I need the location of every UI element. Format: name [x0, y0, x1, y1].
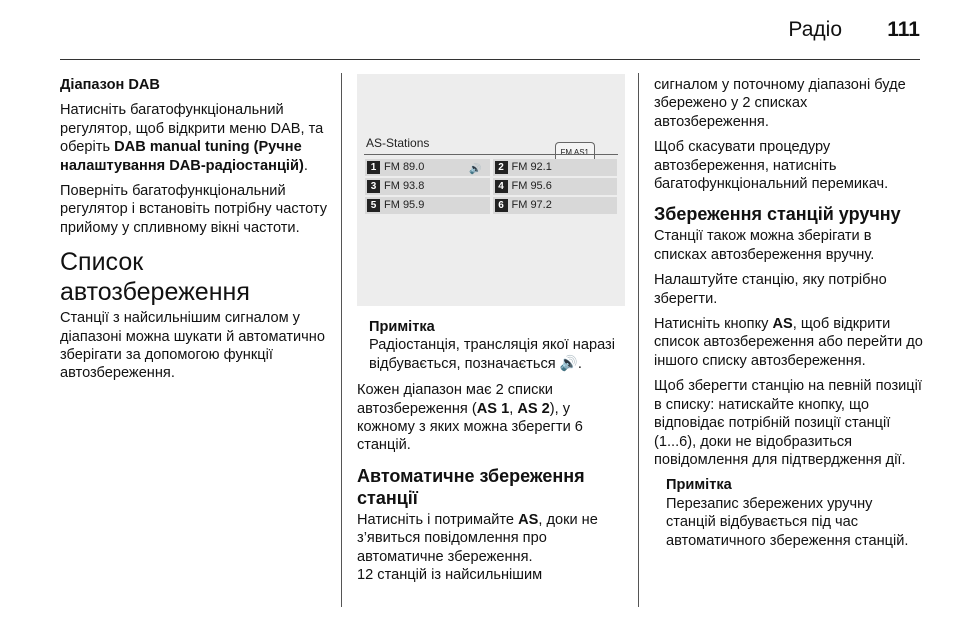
col3-paragraph-1: сигналом у поточному діапазоні буде збережено у 2 списках автозбереження. — [654, 77, 906, 130]
preset-number: 5 — [367, 199, 380, 212]
note-title: Примітка — [666, 477, 732, 494]
station-label: FM 92.1 — [511, 161, 552, 174]
dab-heading: Діапазон DAB — [60, 77, 160, 93]
speaker-icon: 🔊 — [559, 355, 578, 372]
dab-manual-tuning-label: DAB manual tuning (Ручне налаштування DAB-радіостанцій) — [60, 139, 304, 174]
dab-paragraph-2: Поверніть багатофункціональний регулятор і встановіть потрібну частоту прийому у спливному вікні частоти. — [60, 183, 328, 236]
lists-p-b: ), у кожному з яких можна зберегти 6 станцій. — [357, 400, 583, 454]
col3-paragraph-2: Щоб скасувати процедуру автозбереження, натисніть багатофункціональний перемикач. — [654, 139, 889, 193]
station-grid — [365, 159, 617, 216]
speaker-icon: 🔊 — [469, 164, 482, 175]
station-button — [493, 197, 618, 214]
station-label: FM 93.8 — [384, 180, 425, 193]
dab-p1-end: . — [303, 157, 308, 174]
auto-p-a: Натисніть і потримайте — [357, 511, 519, 528]
station-label: FM 89.0 — [384, 161, 425, 174]
screen-title-line — [364, 154, 618, 155]
col3-paragraph-4: Налаштуйте станцію, яку потрібно зберегти. — [654, 272, 887, 307]
auto-store-heading: Автоматичне збереження станції — [357, 465, 585, 508]
station-label: FM 95.6 — [511, 180, 552, 193]
station-row — [365, 178, 617, 195]
station-button — [365, 159, 490, 176]
page-title: Радіо — [788, 18, 842, 41]
note-title: Примітка — [369, 319, 435, 335]
note-end: . — [577, 355, 582, 372]
preset-number: 1 — [367, 161, 380, 174]
station-label: FM 95.9 — [384, 199, 425, 212]
header-divider — [60, 59, 920, 60]
as-stations-screen — [357, 74, 625, 306]
col3-paragraph-5 — [654, 315, 924, 370]
column-3 — [654, 76, 924, 558]
note-body: Радіостанція, трансляція якої наразі відбувається, позначається — [369, 337, 615, 372]
screen-tab: FM AS1 — [555, 142, 595, 163]
screen-title: AS-Stations — [366, 136, 430, 150]
as-label: AS — [772, 316, 793, 333]
note-text — [369, 336, 625, 373]
lists-p-sep: , — [509, 400, 518, 417]
as1-label: AS 1 — [476, 400, 510, 417]
station-button — [493, 178, 618, 195]
note-block-2 — [654, 476, 924, 550]
auto-store-paragraph — [357, 511, 625, 566]
lists-paragraph — [357, 381, 625, 455]
station-button — [365, 178, 490, 195]
col3-paragraph-6: Щоб зберегти станцію на певній позиції в списку: натискайте кнопку, що відповідає потрібній позиції станції (1...6), доки не відобразиться повідомлення для підтвердження дії. — [654, 378, 922, 468]
station-button — [493, 159, 618, 176]
manual-store-heading: Збереження станцій уручну — [654, 204, 901, 225]
station-button — [365, 197, 490, 214]
column-divider-1 — [341, 73, 342, 607]
preset-number: 6 — [495, 199, 508, 212]
autostore-list-paragraph: Станції з найсильнішим сигналом у діапазоні можна шукати й автоматично зберігати за допомогою функції автозбереження. — [60, 310, 325, 382]
dab-p1-text: Натисніть багатофункціональний регулятор, щоб відкрити меню DAB, та оберіть — [60, 102, 324, 156]
autostore-list-heading: Список автозбереження — [60, 248, 250, 307]
station-row — [365, 197, 617, 214]
col3-p5-a: Натисніть кнопку — [654, 316, 773, 333]
column-divider-2 — [638, 73, 639, 607]
preset-number: 2 — [495, 161, 508, 174]
auto-store-paragraph-2: 12 станцій із найсильнішим — [357, 567, 543, 584]
as2-label: AS 2 — [517, 400, 550, 417]
dab-paragraph-1 — [60, 101, 332, 175]
as-label: AS — [518, 511, 539, 528]
station-row — [365, 159, 617, 176]
preset-number: 3 — [367, 180, 380, 193]
auto-p-b: , доки не з’явиться повідомлення про автоматичне збереження. — [357, 511, 598, 565]
lists-p-a: Кожен діапазон має 2 списки автозбереження ( — [357, 382, 553, 417]
col3-paragraph-3: Станції також можна зберігати в списках автозбереження вручну. — [654, 228, 875, 263]
note-block — [357, 318, 625, 373]
column-2 — [357, 74, 625, 591]
col3-p5-b: , щоб відкрити список автозбереження або перейти до іншого списку автозбереження. — [654, 316, 923, 369]
page-number: 111 — [887, 18, 920, 41]
note-text: Перезапис збережених уручну станцій відбувається під час автоматичного збереження станцій. — [666, 495, 909, 549]
preset-number: 4 — [495, 180, 508, 193]
station-label: FM 97.2 — [511, 199, 552, 212]
column-1 — [60, 76, 332, 390]
